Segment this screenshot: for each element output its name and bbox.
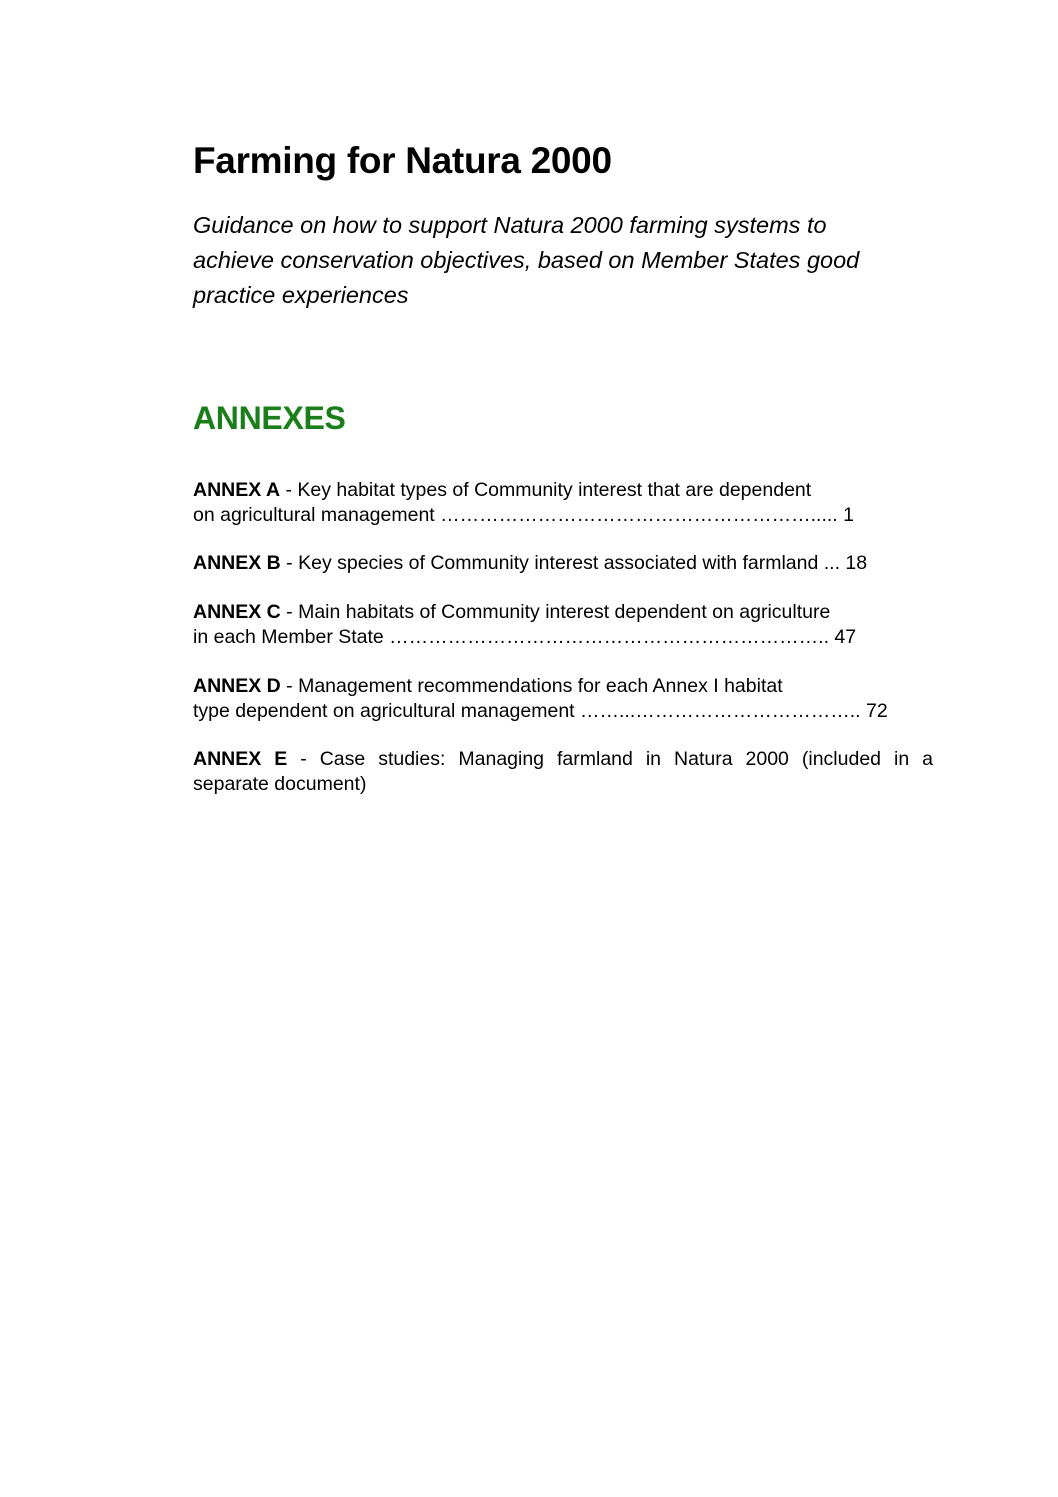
toc-entry-annex-a[interactable]: [193, 478, 933, 527]
toc-entry-annex-d[interactable]: [193, 674, 933, 723]
page-title: Farming for Natura 2000: [193, 140, 612, 181]
toc-entry-annex-e[interactable]: [193, 747, 933, 796]
toc-entry-text: - Case studies: Managing farmland in Natura 2000 (included in a: [287, 748, 933, 770]
toc-entry-line: in each Member State ………………………………………………………….. 47: [193, 625, 857, 648]
toc-entry-line: [193, 478, 933, 503]
page-subtitle: [193, 208, 953, 313]
subtitle-line: Guidance on how to support Natura 2000 farming systems to: [193, 212, 827, 238]
toc-entry-label: ANNEX D: [193, 675, 281, 697]
toc-entry-line: [193, 747, 933, 772]
toc-entry-label: ANNEX C: [193, 601, 281, 623]
toc-entry-line: type dependent on agricultural management ……...…………………………….. 72: [193, 699, 888, 722]
toc-entry-text: - Key species of Community interest associated with farmland ... 18: [280, 552, 868, 574]
toc-entry-line: [193, 600, 933, 625]
toc-entry-annex-b[interactable]: [193, 551, 933, 576]
toc-entry-line: [193, 551, 933, 576]
toc-entry-label: ANNEX E: [193, 748, 288, 770]
toc-entry-text: - Main habitats of Community interest dependent on agriculture: [280, 601, 831, 623]
subtitle-line: practice experiences: [193, 282, 409, 308]
annexes-heading: ANNEXES: [193, 400, 346, 436]
toc-entry-label: ANNEX B: [193, 552, 281, 574]
toc-entry-line: [193, 674, 933, 699]
toc-entry-annex-c[interactable]: [193, 600, 933, 649]
toc-entry-text: - Key habitat types of Community interest that are dependent: [280, 479, 812, 501]
toc-entry-line: separate document): [193, 772, 367, 795]
subtitle-line: achieve conservation objectives, based on Member States good: [193, 247, 860, 273]
toc-entry-label: ANNEX A: [193, 479, 281, 501]
toc-entry-line: on agricultural management …………………………………………………..... 1: [193, 503, 854, 526]
toc-entry-text: - Management recommendations for each Annex I habitat: [280, 675, 783, 697]
